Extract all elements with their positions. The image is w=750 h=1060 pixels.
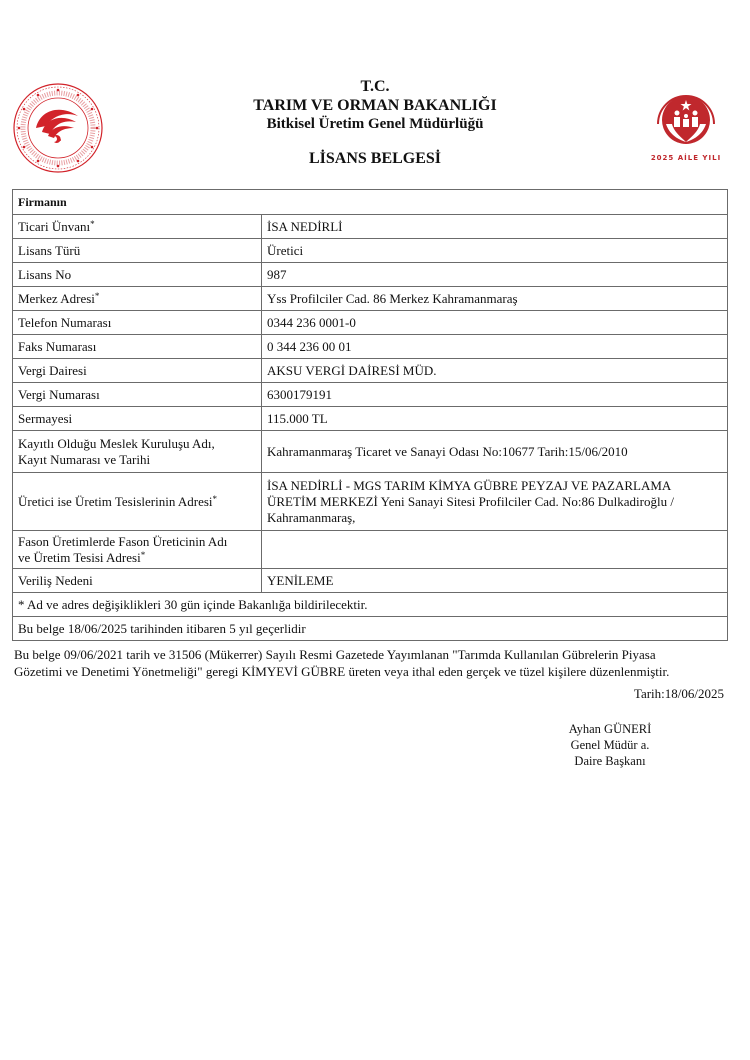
row-label: Veriliş Nedeni — [13, 569, 262, 593]
row-label: Vergi Dairesi — [13, 359, 262, 383]
value-line: İSA NEDİRLİ - MGS TARIM KİMYA GÜBRE PEYZAJ VE PAZARLAMA — [267, 477, 672, 493]
table-row — [13, 239, 728, 263]
department-name: Bitkisel Üretim Genel Müdürlüğü — [266, 116, 484, 132]
signer-name: Ayhan GÜNERİ — [568, 722, 652, 736]
asterisk-mark: * — [94, 290, 100, 301]
footnote-text: * Ad ve adres değişiklikleri 30 gün içinde Bakanlığa bildirilecektir. — [13, 593, 728, 617]
label-text: Merkez Adresi — [18, 290, 95, 306]
table-row — [13, 287, 728, 311]
state-name: T.C. — [360, 78, 390, 95]
row-value: Yss Profilciler Cad. 86 Merkez Kahramanmaraş — [262, 287, 728, 311]
row-label: Sermayesi — [13, 407, 262, 431]
row-value: 115.000 TL — [262, 407, 728, 431]
row-value: YENİLEME — [262, 569, 728, 593]
row-label — [13, 215, 262, 239]
legal-notice — [14, 646, 730, 680]
asterisk-mark: * — [140, 549, 146, 560]
row-value: 6300179191 — [262, 383, 728, 407]
row-value: Üretici — [262, 239, 728, 263]
row-label: Lisans Türü — [13, 239, 262, 263]
row-label: Telefon Numarası — [13, 311, 262, 335]
table-row-footnote — [13, 593, 728, 617]
label-line: ve Üretim Tesisi Adresi — [18, 549, 141, 565]
row-label — [13, 531, 262, 569]
license-table — [12, 189, 728, 641]
issue-date: Tarih:18/06/2025 — [633, 686, 724, 701]
asterisk-mark: * — [90, 218, 95, 229]
table-row — [13, 359, 728, 383]
label-line: Kayıtlı Olduğu Meslek Kuruluşu Adı, — [18, 435, 215, 451]
section-header: Firmanın — [13, 190, 728, 215]
table-row — [13, 407, 728, 431]
row-value — [262, 473, 728, 531]
label-line: Kayıt Numarası ve Tarihi — [18, 451, 151, 467]
table-row — [13, 311, 728, 335]
table-row — [13, 215, 728, 239]
table-row — [13, 335, 728, 359]
svg-text:2025 AİLE YILI: 2025 AİLE YILI — [650, 154, 722, 162]
row-value: AKSU VERGİ DAİRESİ MÜD. — [262, 359, 728, 383]
document-title: LİSANS BELGESİ — [308, 150, 442, 167]
value-line: ÜRETİM MERKEZİ Yeni Sanayi Sitesi Profilciler Cad. No:86 Dulkadiroğlu / — [267, 493, 674, 509]
validity-text: Bu belge 18/06/2025 tarihinden itibaren 5 yıl geçerlidir — [13, 617, 728, 641]
row-value: 0 344 236 00 01 — [262, 335, 728, 359]
table-row — [13, 383, 728, 407]
table-row-facility — [13, 473, 728, 531]
signature-block — [545, 721, 675, 769]
row-value — [262, 531, 728, 569]
row-label: Vergi Numarası — [13, 383, 262, 407]
row-label — [13, 431, 262, 473]
notice-line: Gözetimi ve Denetimi Yönetmeliği" geregi KİMYEVİ GÜBRE üreten veya ithal eden gerçek ve tüzel kişilere düzenlenmiştir. — [14, 664, 670, 679]
table-section-header-row — [13, 190, 728, 215]
table-row-validity — [13, 617, 728, 641]
row-value: 0344 236 0001-0 — [262, 311, 728, 335]
label-text: Üretici ise Üretim Tesislerinin Adresi — [18, 493, 213, 509]
row-label — [13, 473, 262, 531]
row-label: Lisans No — [13, 263, 262, 287]
row-value: Kahramanmaraş Ticaret ve Sanayi Odası No:10677 Tarih:15/06/2010 — [262, 431, 728, 473]
value-line: Kahramanmaraş, — [267, 509, 356, 525]
document-header — [0, 78, 750, 168]
ministry-name: TARIM VE ORMAN BAKANLIĞI — [253, 97, 497, 114]
table-row — [13, 263, 728, 287]
signer-title: Genel Müdür a. — [570, 738, 650, 752]
row-value: 987 — [262, 263, 728, 287]
row-value: İSA NEDİRLİ — [262, 215, 728, 239]
label-text: Ticari Ünvanı — [18, 218, 91, 234]
table-row — [13, 569, 728, 593]
table-row-registry — [13, 431, 728, 473]
notice-line: Bu belge 09/06/2021 tarih ve 31506 (Mükerrer) Sayılı Resmi Gazetede Yayımlanan "Tarımda Kullanılan Gübrelerin Piyasa — [14, 647, 656, 662]
row-label — [13, 287, 262, 311]
asterisk-mark: * — [212, 493, 218, 504]
label-line-wrap — [18, 550, 256, 566]
label-line: Fason Üretimlerde Fason Üreticinin Adı — [18, 533, 228, 549]
row-label: Faks Numarası — [13, 335, 262, 359]
signer-title: Daire Başkanı — [574, 754, 646, 768]
table-row-fason — [13, 531, 728, 569]
